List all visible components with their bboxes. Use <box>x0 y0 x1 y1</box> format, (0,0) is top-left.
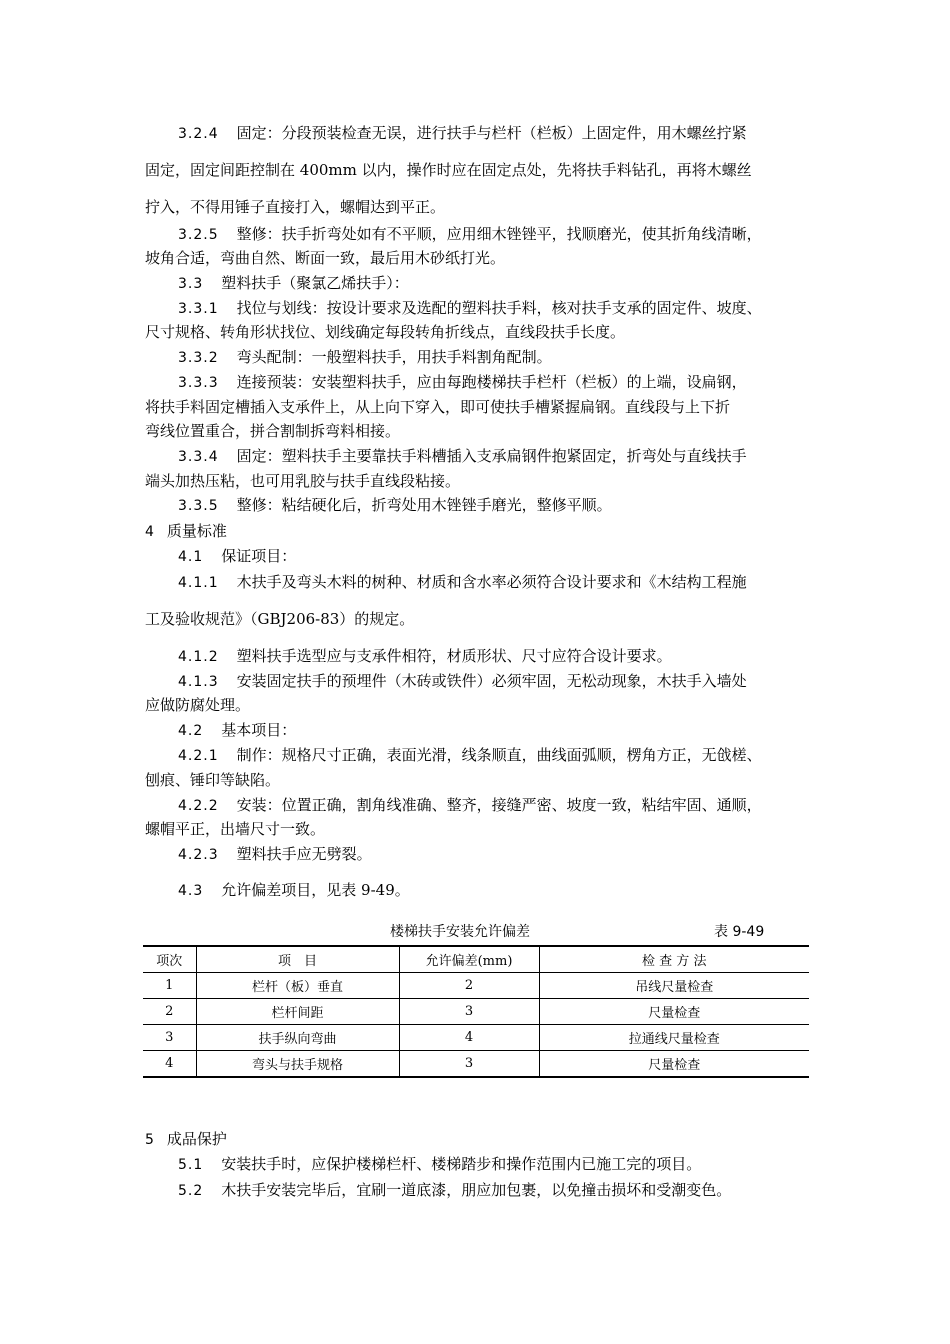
table-cell: 3 <box>399 1051 539 1078</box>
text-line <box>178 720 296 741</box>
text-line <box>178 224 762 245</box>
section-number: 4.2.3 <box>178 847 219 863</box>
text-line <box>145 248 505 268</box>
text-line <box>178 646 672 667</box>
table-cell: 尺量检查 <box>539 1051 809 1078</box>
section-number: 3.2.5 <box>178 227 219 243</box>
text-line <box>145 521 227 542</box>
section-number: 5 <box>145 1132 155 1148</box>
text-line <box>178 880 410 901</box>
line-text: 应做防腐处理。 <box>145 696 251 714</box>
section-heading: 成品保护 <box>166 1130 227 1148</box>
section-number: 4.1.2 <box>178 649 219 665</box>
section-number: 5.2 <box>178 1183 204 1199</box>
text-line <box>178 298 762 319</box>
text-line <box>178 745 762 766</box>
section-heading: 质量标准 <box>166 522 227 540</box>
text-line <box>178 347 552 368</box>
text-line <box>145 421 400 441</box>
section-number: 3.3.5 <box>178 498 219 514</box>
line-text: 整修：粘结硬化后，折弯处用木锉锉手磨光，整修平顺。 <box>236 496 612 514</box>
section-number: 4 <box>145 524 155 540</box>
table-cell: 拉通线尺量检查 <box>539 1025 809 1051</box>
section-number: 4.3 <box>178 883 204 899</box>
line-text: 塑料扶手应无劈裂。 <box>236 845 372 863</box>
line-text: 找位与划线：按设计要求及选配的塑料扶手料，核对扶手支承的固定件、坡度、 <box>236 299 762 317</box>
line-text: 整修：扶手折弯处如有不平顺，应用细木锉锉平，找顺磨光，使其折角线清晰， <box>236 225 762 243</box>
text-line <box>145 770 280 790</box>
text-line <box>178 795 762 816</box>
text-line <box>178 372 747 393</box>
text-line <box>178 671 747 692</box>
table-caption: 楼梯扶手安装允许偏差 <box>390 924 530 940</box>
line-text: 拧入，不得用锤子直接打入，螺帽达到平正。 <box>145 198 446 216</box>
table-row <box>143 973 809 999</box>
table-header-cell: 项 目 <box>196 946 399 973</box>
table-row <box>143 1025 809 1051</box>
line-text: 刨痕、锤印等缺陷。 <box>145 771 281 789</box>
section-number: 5.1 <box>178 1157 204 1173</box>
line-text: 制作：规格尺寸正确，表面光滑，线条顺直，曲线面弧顺，楞角方正，无戗槎、 <box>236 746 762 764</box>
line-text: 木扶手安装完毕后，宜刷一道底漆，朋应加包裹，以免撞击损坏和受潮变色。 <box>221 1181 732 1199</box>
table-header-cell: 检 查 方 法 <box>539 946 809 973</box>
text-line <box>178 273 409 294</box>
text-line <box>145 471 460 491</box>
table-cell: 尺量检查 <box>539 999 809 1025</box>
line-text: 塑料扶手（聚氯乙烯扶手）： <box>221 274 409 292</box>
table-header-cell: 允许偏差(mm) <box>399 946 539 973</box>
line-text: 弯头配制：一般塑料扶手，用扶手料割角配制。 <box>236 348 552 366</box>
line-text: 安装：位置正确，割角线准确、整齐，接缝严密、坡度一致，粘结牢固、通顺， <box>236 796 762 814</box>
table-cell: 3 <box>143 1025 196 1051</box>
line-text: 固定：塑料扶手主要靠扶手料槽插入支承扁钢件抱紧固定，折弯处与直线扶手 <box>236 447 747 465</box>
line-text: 端头加热压粘，也可用乳胶与扶手直线段粘接。 <box>145 472 461 490</box>
line-text: 工及验收规范》（GBJ206-83）的规定。 <box>145 610 415 628</box>
section-number: 4.1 <box>178 549 204 565</box>
line-text: 允许偏差项目，见表 9-49。 <box>221 881 410 899</box>
section-number: 3.3.4 <box>178 449 219 465</box>
line-text: 弯线位置重合，拼合割制拆弯料相接。 <box>145 422 401 440</box>
text-line <box>178 495 612 516</box>
text-line <box>145 819 325 839</box>
section-number: 3.3.1 <box>178 301 219 317</box>
line-text: 尺寸规格、转角形状找位、划线确定每段转角折线点，直线段扶手长度。 <box>145 323 626 341</box>
text-line <box>145 397 730 417</box>
text-line <box>178 546 296 567</box>
line-text: 固定，固定间距控制在 400mm 以内，操作时应在固定点处，先将扶手料钻孔，再将木螺丝 <box>145 161 752 179</box>
line-text: 连接预装：安装塑料扶手，应由每跑楼梯扶手栏杆（栏板）的上端，设扁钢， <box>236 373 747 391</box>
line-text: 将扶手料固定槽插入支承件上，从上向下穿入，即可使扶手槽紧握扁钢。直线段与上下折 <box>145 398 731 416</box>
section-number: 4.2 <box>178 723 204 739</box>
section-number: 4.1.3 <box>178 674 219 690</box>
section-number: 3.3.3 <box>178 375 219 391</box>
table-row <box>143 999 809 1025</box>
line-text: 螺帽平正，出墙尺寸一致。 <box>145 820 326 838</box>
table-row <box>143 1051 809 1078</box>
text-line <box>145 1129 227 1150</box>
section-number: 3.3.2 <box>178 350 219 366</box>
line-text: 固定：分段预装检查无误，进行扶手与栏杆（栏板）上固定件，用木螺丝拧紧 <box>236 124 747 142</box>
text-line <box>178 1180 731 1201</box>
line-text: 安装固定扶手的预埋件（木砖或铁件）必须牢固，无松动现象，木扶手入墙处 <box>236 672 747 690</box>
section-number: 3.2.4 <box>178 126 219 142</box>
table-cell: 弯头与扶手规格 <box>196 1051 399 1078</box>
table-cell: 1 <box>143 973 196 999</box>
table-cell: 2 <box>143 999 196 1025</box>
text-line <box>145 160 752 180</box>
text-line <box>178 1154 701 1175</box>
table-header-cell: 项次 <box>143 946 196 973</box>
section-number: 4.2.2 <box>178 798 219 814</box>
line-text: 安装扶手时，应保护楼梯栏杆、楼梯踏步和操作范围内已施工完的项目。 <box>221 1155 702 1173</box>
table-cell: 4 <box>143 1051 196 1078</box>
table-number: 表 9-49 <box>714 924 765 940</box>
text-line <box>145 695 250 715</box>
text-line <box>178 446 747 467</box>
text-line <box>145 322 625 342</box>
table-cell: 栏杆间距 <box>196 999 399 1025</box>
table-cell: 3 <box>399 999 539 1025</box>
table-cell: 扶手纵向弯曲 <box>196 1025 399 1051</box>
table-cell: 4 <box>399 1025 539 1051</box>
line-text: 木扶手及弯头木料的树种、材质和含水率必须符合设计要求和《木结构工程施 <box>236 573 747 591</box>
text-line <box>178 123 747 144</box>
section-number: 4.2.1 <box>178 748 219 764</box>
table-cell: 吊线尺量检查 <box>539 973 809 999</box>
text-line <box>145 197 445 217</box>
line-text: 基本项目： <box>221 721 297 739</box>
text-line <box>178 844 372 865</box>
text-line <box>145 609 414 629</box>
table-header-row <box>143 946 809 973</box>
section-number: 3.3 <box>178 276 204 292</box>
table-cell: 2 <box>399 973 539 999</box>
text-line <box>178 572 747 593</box>
line-text: 塑料扶手选型应与支承件相符，材质形状、尺寸应符合设计要求。 <box>236 647 672 665</box>
deviation-table <box>143 945 809 1078</box>
table-cell: 栏杆（板）垂直 <box>196 973 399 999</box>
line-text: 保证项目： <box>221 547 297 565</box>
section-number: 4.1.1 <box>178 575 219 591</box>
line-text: 坡角合适，弯曲自然、断面一致，最后用木砂纸打光。 <box>145 249 506 267</box>
